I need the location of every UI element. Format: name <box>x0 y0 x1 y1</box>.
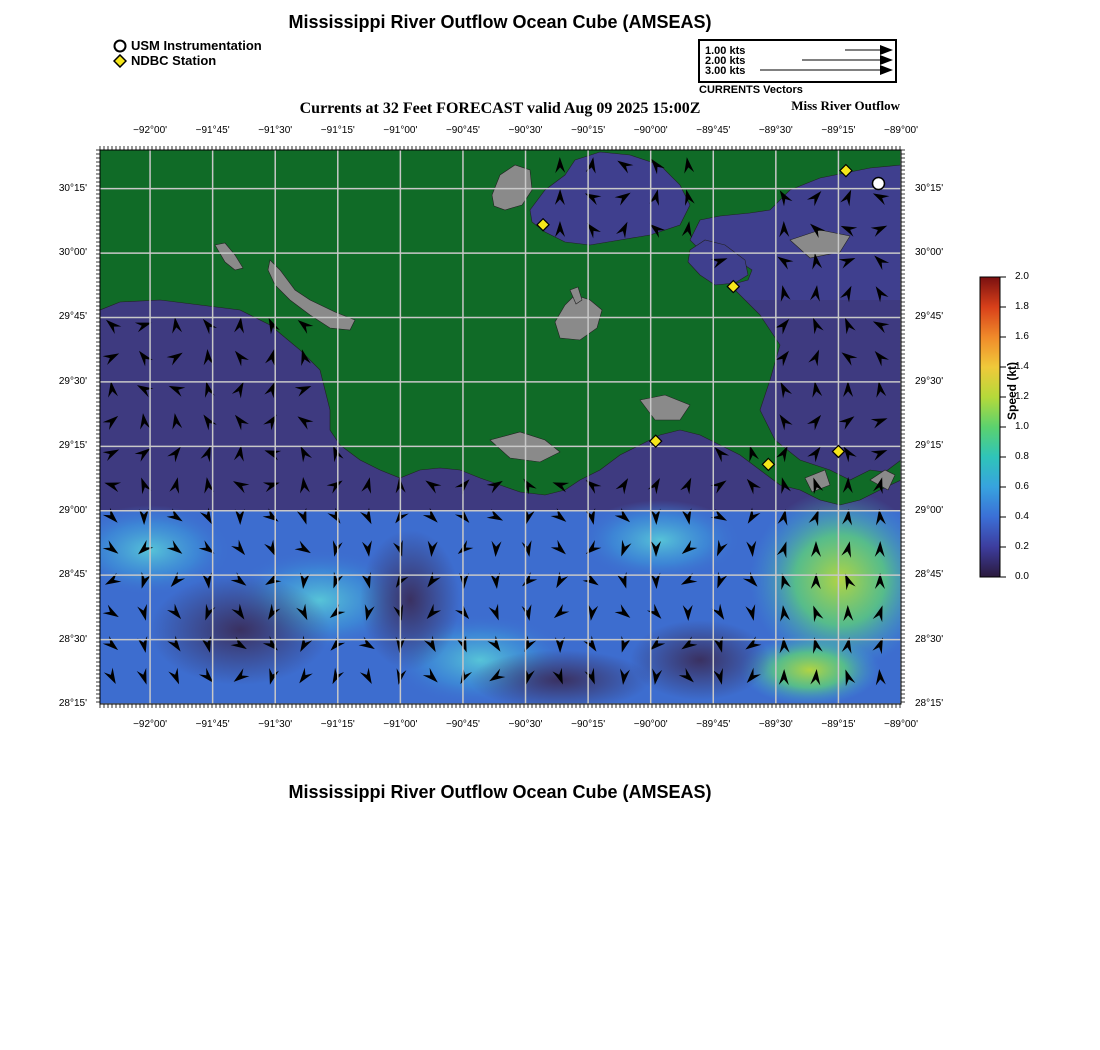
lat-label-right: 29°15' <box>915 440 944 452</box>
lon-label-bottom: −91°45' <box>195 719 230 730</box>
lat-label-left: 28°30' <box>58 633 87 645</box>
map-title-secondary: Mississippi River Outflow Ocean Cube (AMSEAS) <box>288 782 712 802</box>
lon-label-top: −90°15' <box>571 125 606 136</box>
legend-ndbc-label: NDBC Station <box>131 53 217 68</box>
lat-label-left: 28°15' <box>58 698 87 709</box>
colorbar-tick-label: 2.0 <box>1015 271 1029 282</box>
lon-label-bottom: −91°15' <box>320 719 355 730</box>
lat-label-right: 30°00' <box>915 247 944 259</box>
lon-label-top: −89°45' <box>696 125 731 136</box>
colorbar-tick-label: 0.2 <box>1015 541 1029 552</box>
lon-label-bottom: −91°00' <box>383 719 418 730</box>
lat-label-left: 29°45' <box>58 311 87 323</box>
lon-label-bottom: −90°45' <box>445 719 480 730</box>
vector-key-row-3: 3.00 kts <box>705 65 746 77</box>
map-subtitle: Currents at 32 Feet FORECAST valid Aug 09 2025 15:00Z <box>299 100 701 117</box>
legend-usm-label: USM Instrumentation <box>131 38 262 53</box>
lat-label-right: 28°15' <box>915 698 944 709</box>
lat-label-left: 28°45' <box>58 569 87 581</box>
lat-label-left: 30°15' <box>58 182 87 194</box>
usm-station-marker <box>872 177 884 189</box>
colorbar-tick-label: 1.8 <box>1015 301 1029 312</box>
lon-label-bottom: −89°00' <box>884 719 918 730</box>
lat-label-right: 29°00' <box>915 504 944 516</box>
lon-label-top: −91°15' <box>320 125 355 136</box>
lat-label-left: 29°00' <box>58 504 87 516</box>
lat-label-right: 28°45' <box>915 569 944 581</box>
map-area <box>70 150 930 710</box>
lon-label-bottom: −91°30' <box>258 719 293 730</box>
colorbar <box>980 277 1000 577</box>
colorbar-tick-label: 0.8 <box>1015 451 1029 462</box>
lon-label-top: −89°00' <box>884 125 918 136</box>
lon-label-bottom: −89°15' <box>821 719 856 730</box>
colorbar-tick-label: 1.0 <box>1015 421 1029 432</box>
lat-label-left: 29°30' <box>58 375 87 387</box>
map-title: Mississippi River Outflow Ocean Cube (AMSEAS) <box>288 12 712 32</box>
lon-label-bottom: −92°00' <box>133 719 168 730</box>
lon-label-top: −91°00' <box>383 125 418 136</box>
colorbar-tick-label: 1.4 <box>1015 361 1029 372</box>
lon-label-top: −91°30' <box>258 125 293 136</box>
colorbar-tick-label: 0.6 <box>1015 481 1029 492</box>
vector-key-row-1: 1.00 kts <box>705 45 746 57</box>
lat-label-right: 28°30' <box>915 633 944 645</box>
lon-label-top: −91°45' <box>195 125 230 136</box>
lon-label-top: −90°00' <box>633 125 668 136</box>
colorbar-tick-label: 0.0 <box>1015 571 1029 582</box>
region-label: Miss River Outflow <box>791 98 900 113</box>
lon-label-bottom: −90°30' <box>508 719 543 730</box>
lon-label-bottom: −89°45' <box>696 719 731 730</box>
colorbar-tick-label: 1.2 <box>1015 391 1029 402</box>
lon-label-top: −89°30' <box>758 125 793 136</box>
colorbar-tick-label: 1.6 <box>1015 331 1029 342</box>
colorbar-tick-label: 0.4 <box>1015 511 1029 522</box>
lat-label-right: 29°30' <box>915 375 944 387</box>
lon-label-bottom: −90°00' <box>633 719 668 730</box>
lat-label-left: 30°00' <box>58 247 87 259</box>
lon-label-top: −90°30' <box>508 125 543 136</box>
colorbar-label: Speed (kt) <box>1005 361 1019 420</box>
lon-label-top: −89°15' <box>821 125 856 136</box>
colorbar-ticks <box>1000 277 1006 577</box>
lon-label-bottom: −90°15' <box>571 719 606 730</box>
lon-label-top: −90°45' <box>445 125 480 136</box>
lat-label-left: 29°15' <box>58 440 87 452</box>
lat-label-right: 29°45' <box>915 311 944 323</box>
vector-key-caption: CURRENTS Vectors <box>699 84 803 96</box>
vector-key-row-2: 2.00 kts <box>705 55 746 67</box>
lon-label-bottom: −89°30' <box>758 719 793 730</box>
lat-label-right: 30°15' <box>915 182 944 194</box>
lon-label-top: −92°00' <box>133 125 168 136</box>
